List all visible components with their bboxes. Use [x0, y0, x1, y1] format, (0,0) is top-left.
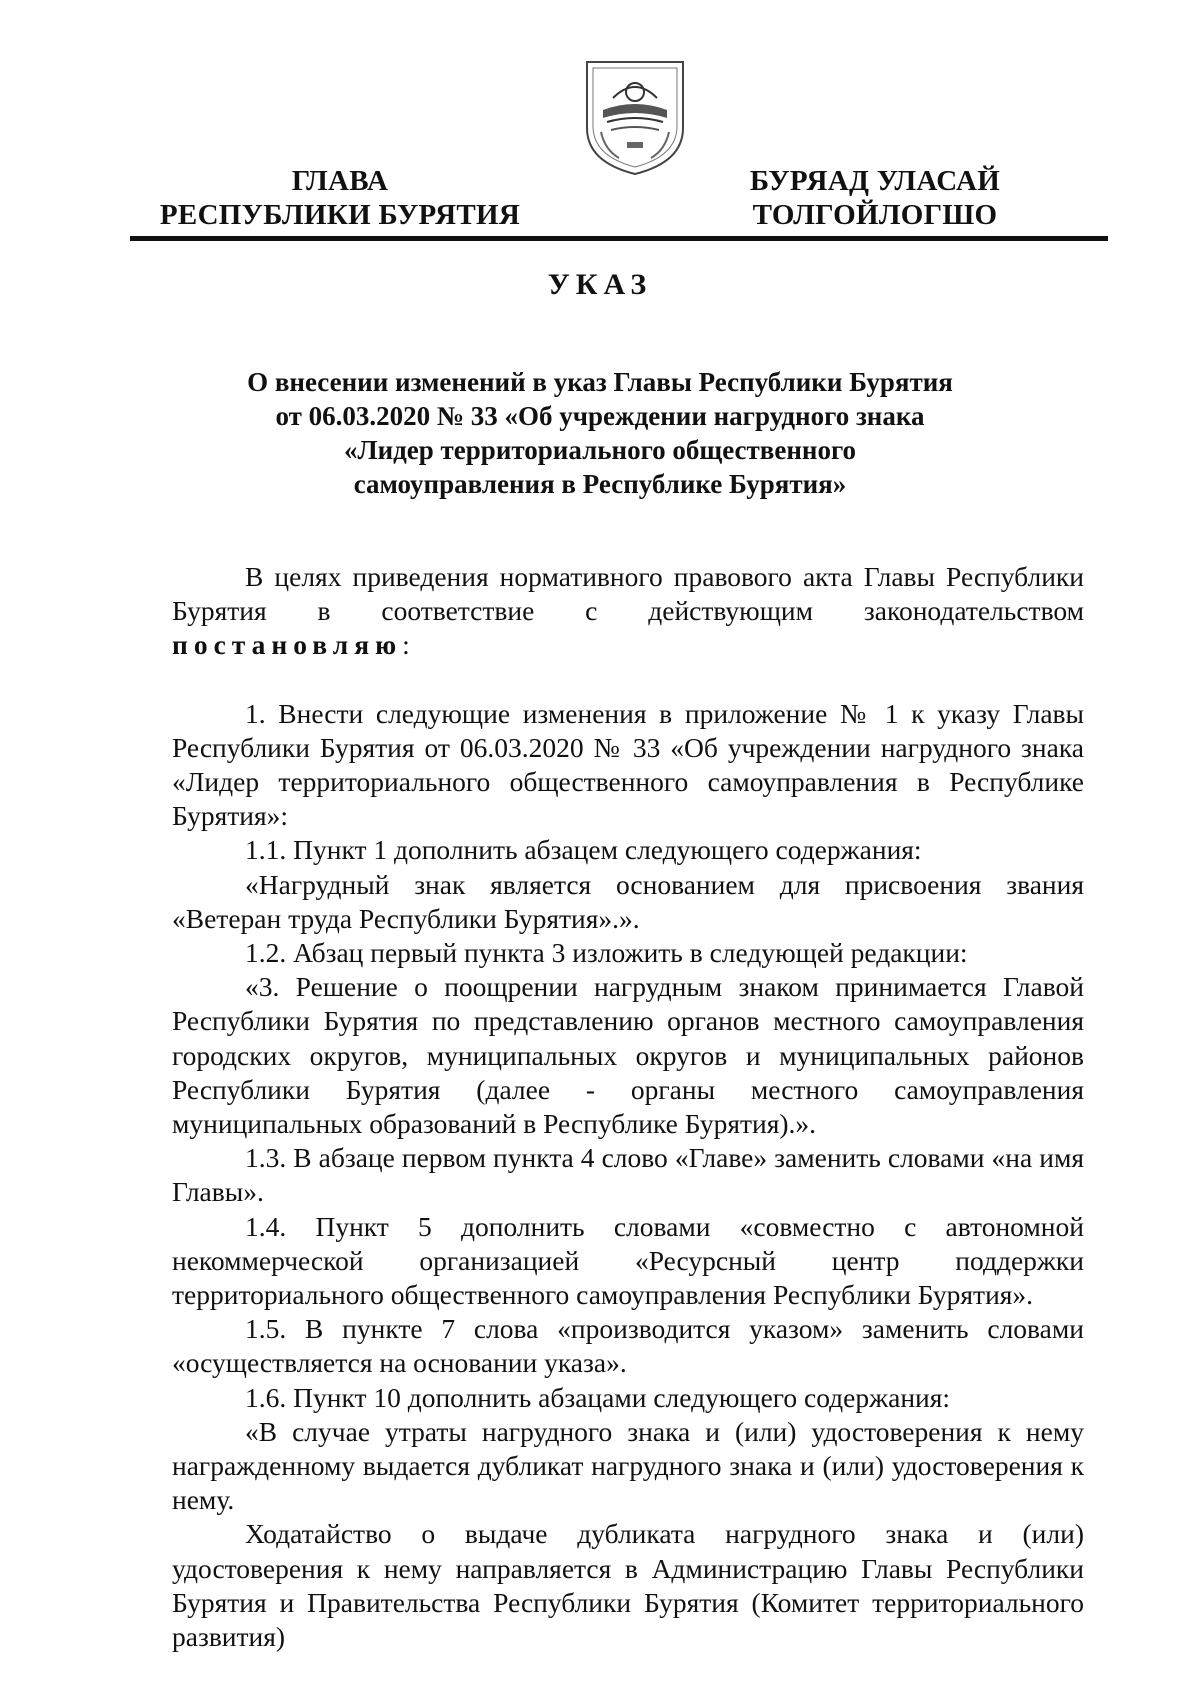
issuer-buryat-line-2: ТОЛГОЙЛОГШО — [752, 199, 998, 231]
issuer-title-buryat — [710, 164, 1040, 232]
decree-suffix: : — [402, 629, 410, 661]
issuer-buryat-line-1: БУРЯАД УЛАСАЙ — [749, 165, 1001, 197]
paragraph-1-1-text: «Нагрудный знак является основанием для присвоения звания «Ветеран труда Республики Бурятия».». — [172, 868, 1084, 934]
paragraph-1-6: 1.6. Пункт 10 дополнить абзацами следующего содержания: — [245, 1381, 951, 1413]
coat-of-arms-icon — [583, 58, 687, 176]
document-body — [172, 560, 1084, 1654]
issuer-line-1: ГЛАВА — [291, 165, 389, 197]
subject-line-2: от 06.03.2020 № 33 «Об учреждении нагрудного знака — [275, 401, 925, 431]
paragraph-1-1: 1.1. Пункт 1 дополнить абзацем следующего содержания: — [245, 834, 922, 866]
paragraph-1-5: 1.5. В пункте 7 слова «производится указом» заменить словами «осуществляется на основании указа». — [172, 1313, 1084, 1379]
paragraph-1-3: 1.3. В абзаце первом пункта 4 слово «Главе» заменить словами «на имя Главы». — [172, 1142, 1084, 1208]
paragraph-1: 1. Внести следующие изменения в приложение № 1 к указу Главы Республики Бурятия от 06.03.2020 № 33 «Об учреждении нагрудного знака «Лидер территориального общественного самоуправления в Республике Бурятия»: — [172, 697, 1084, 832]
preamble-text: В целях приведения нормативного правового акта Главы Республики Бурятия в соответствие с действующим законодательством — [172, 561, 1084, 627]
paragraph-1-2: 1.2. Абзац первый пункта 3 изложить в следующей редакции: — [245, 937, 968, 969]
decree-word: постановляю — [172, 629, 403, 661]
issuer-title-russian — [150, 164, 530, 232]
issuer-line-2: РЕСПУБЛИКИ БУРЯТИЯ — [159, 199, 521, 231]
paragraph-1-4: 1.4. Пункт 5 дополнить словами «совместно с автономной некоммерческой организацией «Ресурсный центр поддержки территориального общественного самоуправления Республики Бурятия». — [172, 1210, 1084, 1311]
paragraph-1-6-text-2: Ходатайство о выдаче дубликата нагрудного знака и (или) удостоверения к нему направляется в Администрацию Главы Республики Бурятия и Правительства Республики Бурятия (Комитет территориального развития) — [172, 1518, 1084, 1653]
subject-line-1: О внесении изменений в указ Главы Республики Бурятия — [247, 367, 953, 397]
header-divider — [130, 236, 1108, 241]
paragraph-1-2-text: «3. Решение о поощрении нагрудным знаком принимается Главой Республики Бурятия по представлению органов местного самоуправления городских округов, муниципальных округов и муниципальных районов Республики Бурятия (далее - органы местного самоуправления муниципальных образований в Республике Бурятия).». — [172, 971, 1084, 1140]
preamble-paragraph — [172, 560, 1084, 663]
document-subject — [230, 365, 970, 501]
subject-line-3: «Лидер территориального общественного — [343, 435, 857, 465]
paragraph-1-6-text-1: «В случае утраты нагрудного знака и (или) удостоверения к нему награжденному выдается дубликат нагрудного знака и (или) удостоверения к нему. — [172, 1415, 1084, 1516]
subject-line-4: самоуправления в Республике Бурятия» — [353, 469, 847, 499]
document-type: УКАЗ — [547, 268, 653, 301]
